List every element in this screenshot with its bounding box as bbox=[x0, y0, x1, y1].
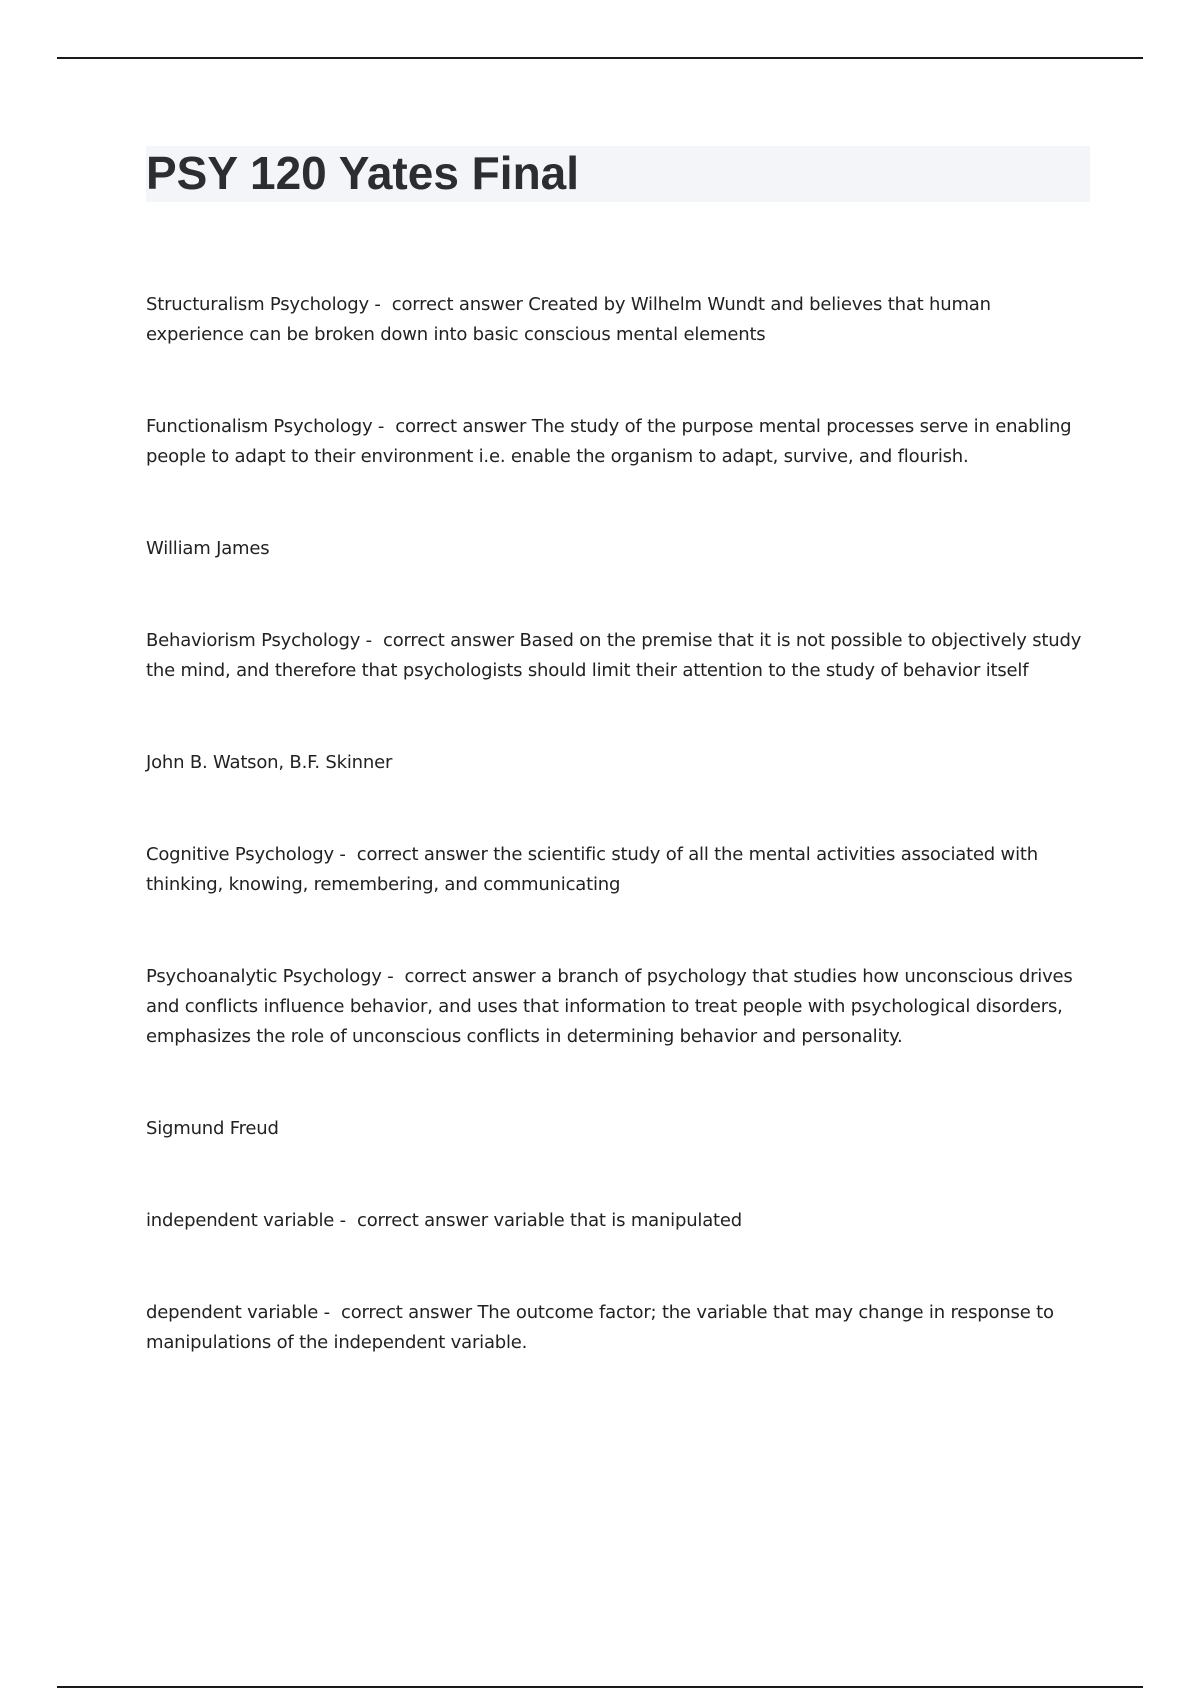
answer-label: correct answer bbox=[391, 294, 523, 315]
separator: - bbox=[333, 844, 357, 865]
definition: variable that is manipulated bbox=[493, 1210, 743, 1231]
flashcard-entry bbox=[146, 412, 1090, 472]
term: Structuralism Psychology bbox=[146, 294, 369, 315]
note-line bbox=[146, 748, 1090, 778]
term: Behaviorism Psychology bbox=[146, 630, 361, 651]
top-divider bbox=[57, 57, 1143, 59]
answer-label: correct answer bbox=[395, 416, 527, 437]
term: Functionalism Psychology bbox=[146, 416, 373, 437]
term: independent variable bbox=[146, 1210, 335, 1231]
separator: - bbox=[368, 294, 392, 315]
answer-label: correct answer bbox=[357, 1210, 488, 1231]
term: dependent variable bbox=[146, 1302, 319, 1323]
separator: - bbox=[360, 630, 384, 651]
definition: the scientific study of all the mental activities associated with thinking, knowing, remembering, and communicating bbox=[146, 844, 1038, 895]
separator: - bbox=[318, 1302, 341, 1323]
separator: - bbox=[334, 1210, 357, 1231]
answer-label: correct answer bbox=[383, 630, 514, 651]
definition: Created by Wilhelm Wundt and believes that human experience can be broken down into basic conscious mental elements bbox=[146, 294, 991, 345]
term: Psychoanalytic Psychology bbox=[146, 966, 382, 987]
flashcard-entry bbox=[146, 290, 1090, 350]
answer-label: correct answer bbox=[356, 844, 488, 865]
flashcard-list bbox=[146, 290, 1090, 1420]
flashcard-entry bbox=[146, 840, 1090, 900]
note-text: John B. Watson, B.F. Skinner bbox=[146, 752, 393, 773]
definition: Based on the premise that it is not possible to objectively study the mind, and therefore that psychologists should limit their attention to the study of behavior itself bbox=[146, 630, 1082, 681]
document-title: PSY 120 Yates Final bbox=[146, 147, 580, 199]
definition: a branch of psychology that studies how unconscious drives and conflicts influence behavior, and uses that information to treat people with psychological disorders, emphasizes the role of unconscious conflicts in determining behavior and personality. bbox=[146, 966, 1073, 1047]
flashcard-entry bbox=[146, 962, 1090, 1052]
bottom-divider bbox=[57, 1686, 1143, 1688]
flashcard-entry bbox=[146, 626, 1090, 686]
definition: The study of the purpose mental processes serve in enabling people to adapt to their environment i.e. enable the organism to adapt, survive, and flourish. bbox=[146, 416, 1072, 467]
note-text: Sigmund Freud bbox=[146, 1118, 279, 1139]
answer-label: correct answer bbox=[404, 966, 536, 987]
note-line bbox=[146, 534, 1090, 564]
definition: The outcome factor; the variable that may change in response to manipulations of the independent variable. bbox=[146, 1302, 1054, 1353]
answer-label: correct answer bbox=[341, 1302, 472, 1323]
note-text: William James bbox=[146, 538, 270, 559]
flashcard-entry bbox=[146, 1298, 1090, 1358]
separator: - bbox=[372, 416, 396, 437]
note-line bbox=[146, 1114, 1090, 1144]
term: Cognitive Psychology bbox=[146, 844, 334, 865]
flashcard-entry bbox=[146, 1206, 1090, 1236]
separator: - bbox=[381, 966, 405, 987]
